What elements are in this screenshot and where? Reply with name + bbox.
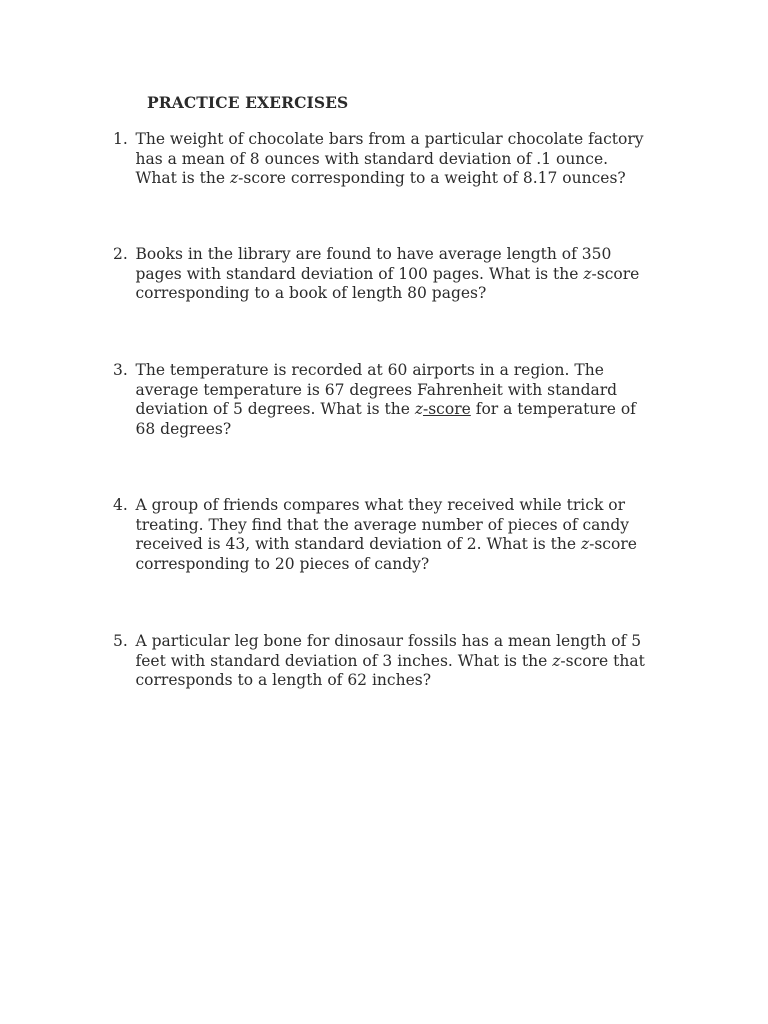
exercise-line <box>136 245 682 265</box>
text-run: -score <box>589 535 637 554</box>
z-variable: z <box>552 651 561 670</box>
exercise-number: 2. <box>113 245 128 263</box>
text-run: -score that <box>560 651 645 670</box>
exercise-line <box>136 265 682 285</box>
text-run: A group of friends compares what they received while trick or <box>135 496 625 514</box>
text-run: deviation of 5 degrees. What is the <box>135 400 415 419</box>
text-run: What is the <box>135 169 230 188</box>
text-run: -score corresponding to a weight of 8.17 ounces? <box>238 169 626 188</box>
exercise-line <box>136 284 682 304</box>
exercise-line <box>136 516 682 536</box>
text-run: treating. They find that the average number of pieces of candy <box>135 515 630 534</box>
exercise-line <box>136 381 682 401</box>
exercise-line <box>136 555 682 575</box>
exercise-line <box>136 400 682 420</box>
text-run: corresponds to a length of 62 inches? <box>135 671 432 690</box>
exercise-number: 4. <box>113 496 128 514</box>
text-run: average temperature is 67 degrees Fahrenheit with standard <box>135 380 618 399</box>
exercise-line <box>136 361 682 381</box>
exercise-line <box>136 632 682 652</box>
text-run: The temperature is recorded at 60 airports in a region. The <box>135 361 604 379</box>
exercise-line <box>136 671 682 691</box>
exercise-number: 3. <box>113 361 128 379</box>
exercise-text <box>136 245 682 304</box>
z-variable: z <box>414 400 423 419</box>
exercise-line <box>136 130 682 150</box>
exercise-line <box>136 535 682 555</box>
text-run: received is 43, with standard deviation of 2. What is the <box>135 535 581 554</box>
text-run: A particular leg bone for dinosaur fossils has a mean length of 5 <box>135 632 642 650</box>
page-title: PRACTICE EXERCISES <box>147 93 349 112</box>
text-run: Books in the library are found to have average length of 350 <box>135 245 612 263</box>
z-variable: z <box>229 169 239 188</box>
text-run: -score <box>591 264 640 283</box>
text-run: feet with standard deviation of 3 inches. What is the <box>135 651 553 670</box>
text-run: The weight of chocolate bars from a particular chocolate factory <box>135 130 644 148</box>
text-run: pages with standard deviation of 100 pages. What is the <box>135 264 584 283</box>
exercise-line <box>136 169 682 189</box>
text-run: corresponding to a book of length 80 pages? <box>135 284 487 303</box>
z-variable: z <box>583 264 592 283</box>
text-run: for a temperature of <box>470 400 636 419</box>
exercise-number: 5. <box>113 632 128 650</box>
exercise-line <box>136 496 682 516</box>
exercise-line <box>136 652 682 672</box>
exercise-text <box>136 361 682 440</box>
z-variable: z <box>580 535 590 554</box>
text-run: has a mean of 8 ounces with standard deviation of .1 ounce. <box>135 149 609 168</box>
text-run: corresponding to 20 pieces of candy? <box>135 555 430 574</box>
exercise-text <box>136 496 682 575</box>
exercise-number: 1. <box>113 130 128 148</box>
text-run: 68 degrees? <box>135 420 232 439</box>
exercise-text <box>136 130 682 189</box>
underlined-text: -score <box>422 400 471 419</box>
exercise-line <box>136 150 682 170</box>
exercise-line <box>136 420 682 440</box>
exercise-text <box>136 632 682 691</box>
